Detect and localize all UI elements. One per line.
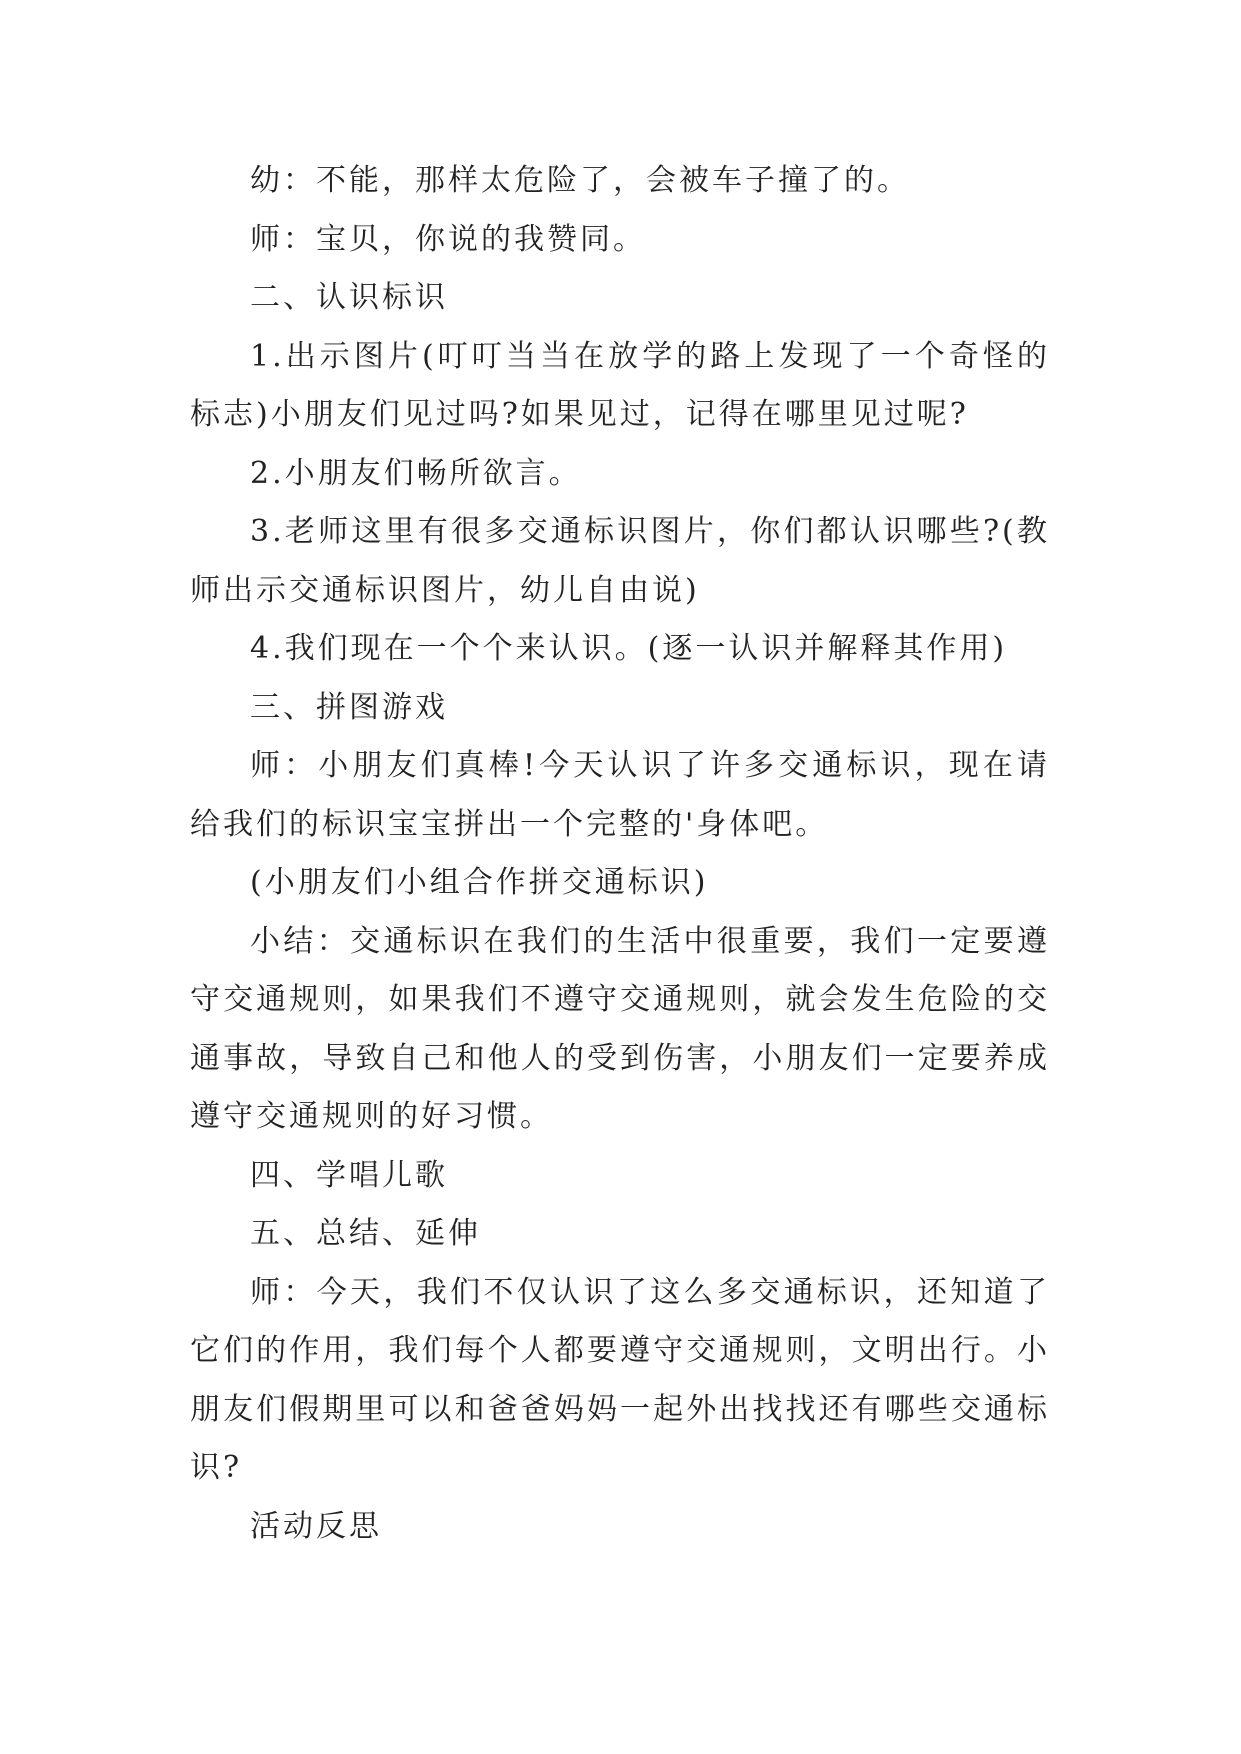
paragraph-step-3: 3.老师这里有很多交通标识图片，你们都认识哪些?(教师出示交通标识图片，幼儿自由说) — [190, 514, 1050, 608]
paragraph-step-1: 1.出示图片(叮叮当当在放学的路上发现了一个奇怪的标志)小朋友们见过吗?如果见过，记得在哪里见过呢? — [190, 338, 1050, 432]
paragraph-summary: 小结：交通标识在我们的生活中很重要，我们一定要遵守交通规则，如果我们不遵守交通规则，就会发生危险的交通事故，导致自己和他人的受到伤害，小朋友们一定要养成遵守交通规则的好习惯。 — [190, 923, 1050, 1134]
paragraph-dialogue-child: 幼：不能，那样太危险了，会被车子撞了的。 — [250, 163, 910, 198]
section-heading-learn-song: 四、学唱儿歌 — [250, 1157, 448, 1193]
paragraph-dialogue-teacher: 师：宝贝，你说的我赞同。 — [250, 221, 646, 257]
section-heading-puzzle-game: 三、拼图游戏 — [250, 689, 448, 725]
paragraph-step-4: 4.我们现在一个个来认识。(逐一认识并解释其作用) — [250, 631, 1008, 666]
section-heading-conclusion: 五、总结、延伸 — [250, 1216, 481, 1251]
paragraph-step-2: 2.小朋友们畅所欲言。 — [250, 455, 582, 491]
paragraph-group-activity: (小朋友们小组合作拼交通标识) — [250, 865, 709, 900]
section-heading-reflection: 活动反思 — [250, 1508, 382, 1544]
section-heading-recognize-signs: 二、认识标识 — [250, 280, 448, 315]
document-page — [190, 152, 1050, 1556]
paragraph-teacher-praise: 师：小朋友们真棒!今天认识了许多交通标识，现在请给我们的标识宝宝拼出一个完整的'身体吧。 — [190, 748, 1050, 842]
paragraph-teacher-conclusion: 师：今天，我们不仅认识了这么多交通标识，还知道了它们的作用，我们每个人都要遵守交通规则，文明出行。小朋友们假期里可以和爸爸妈妈一起外出找找还有哪些交通标识? — [190, 1274, 1050, 1485]
